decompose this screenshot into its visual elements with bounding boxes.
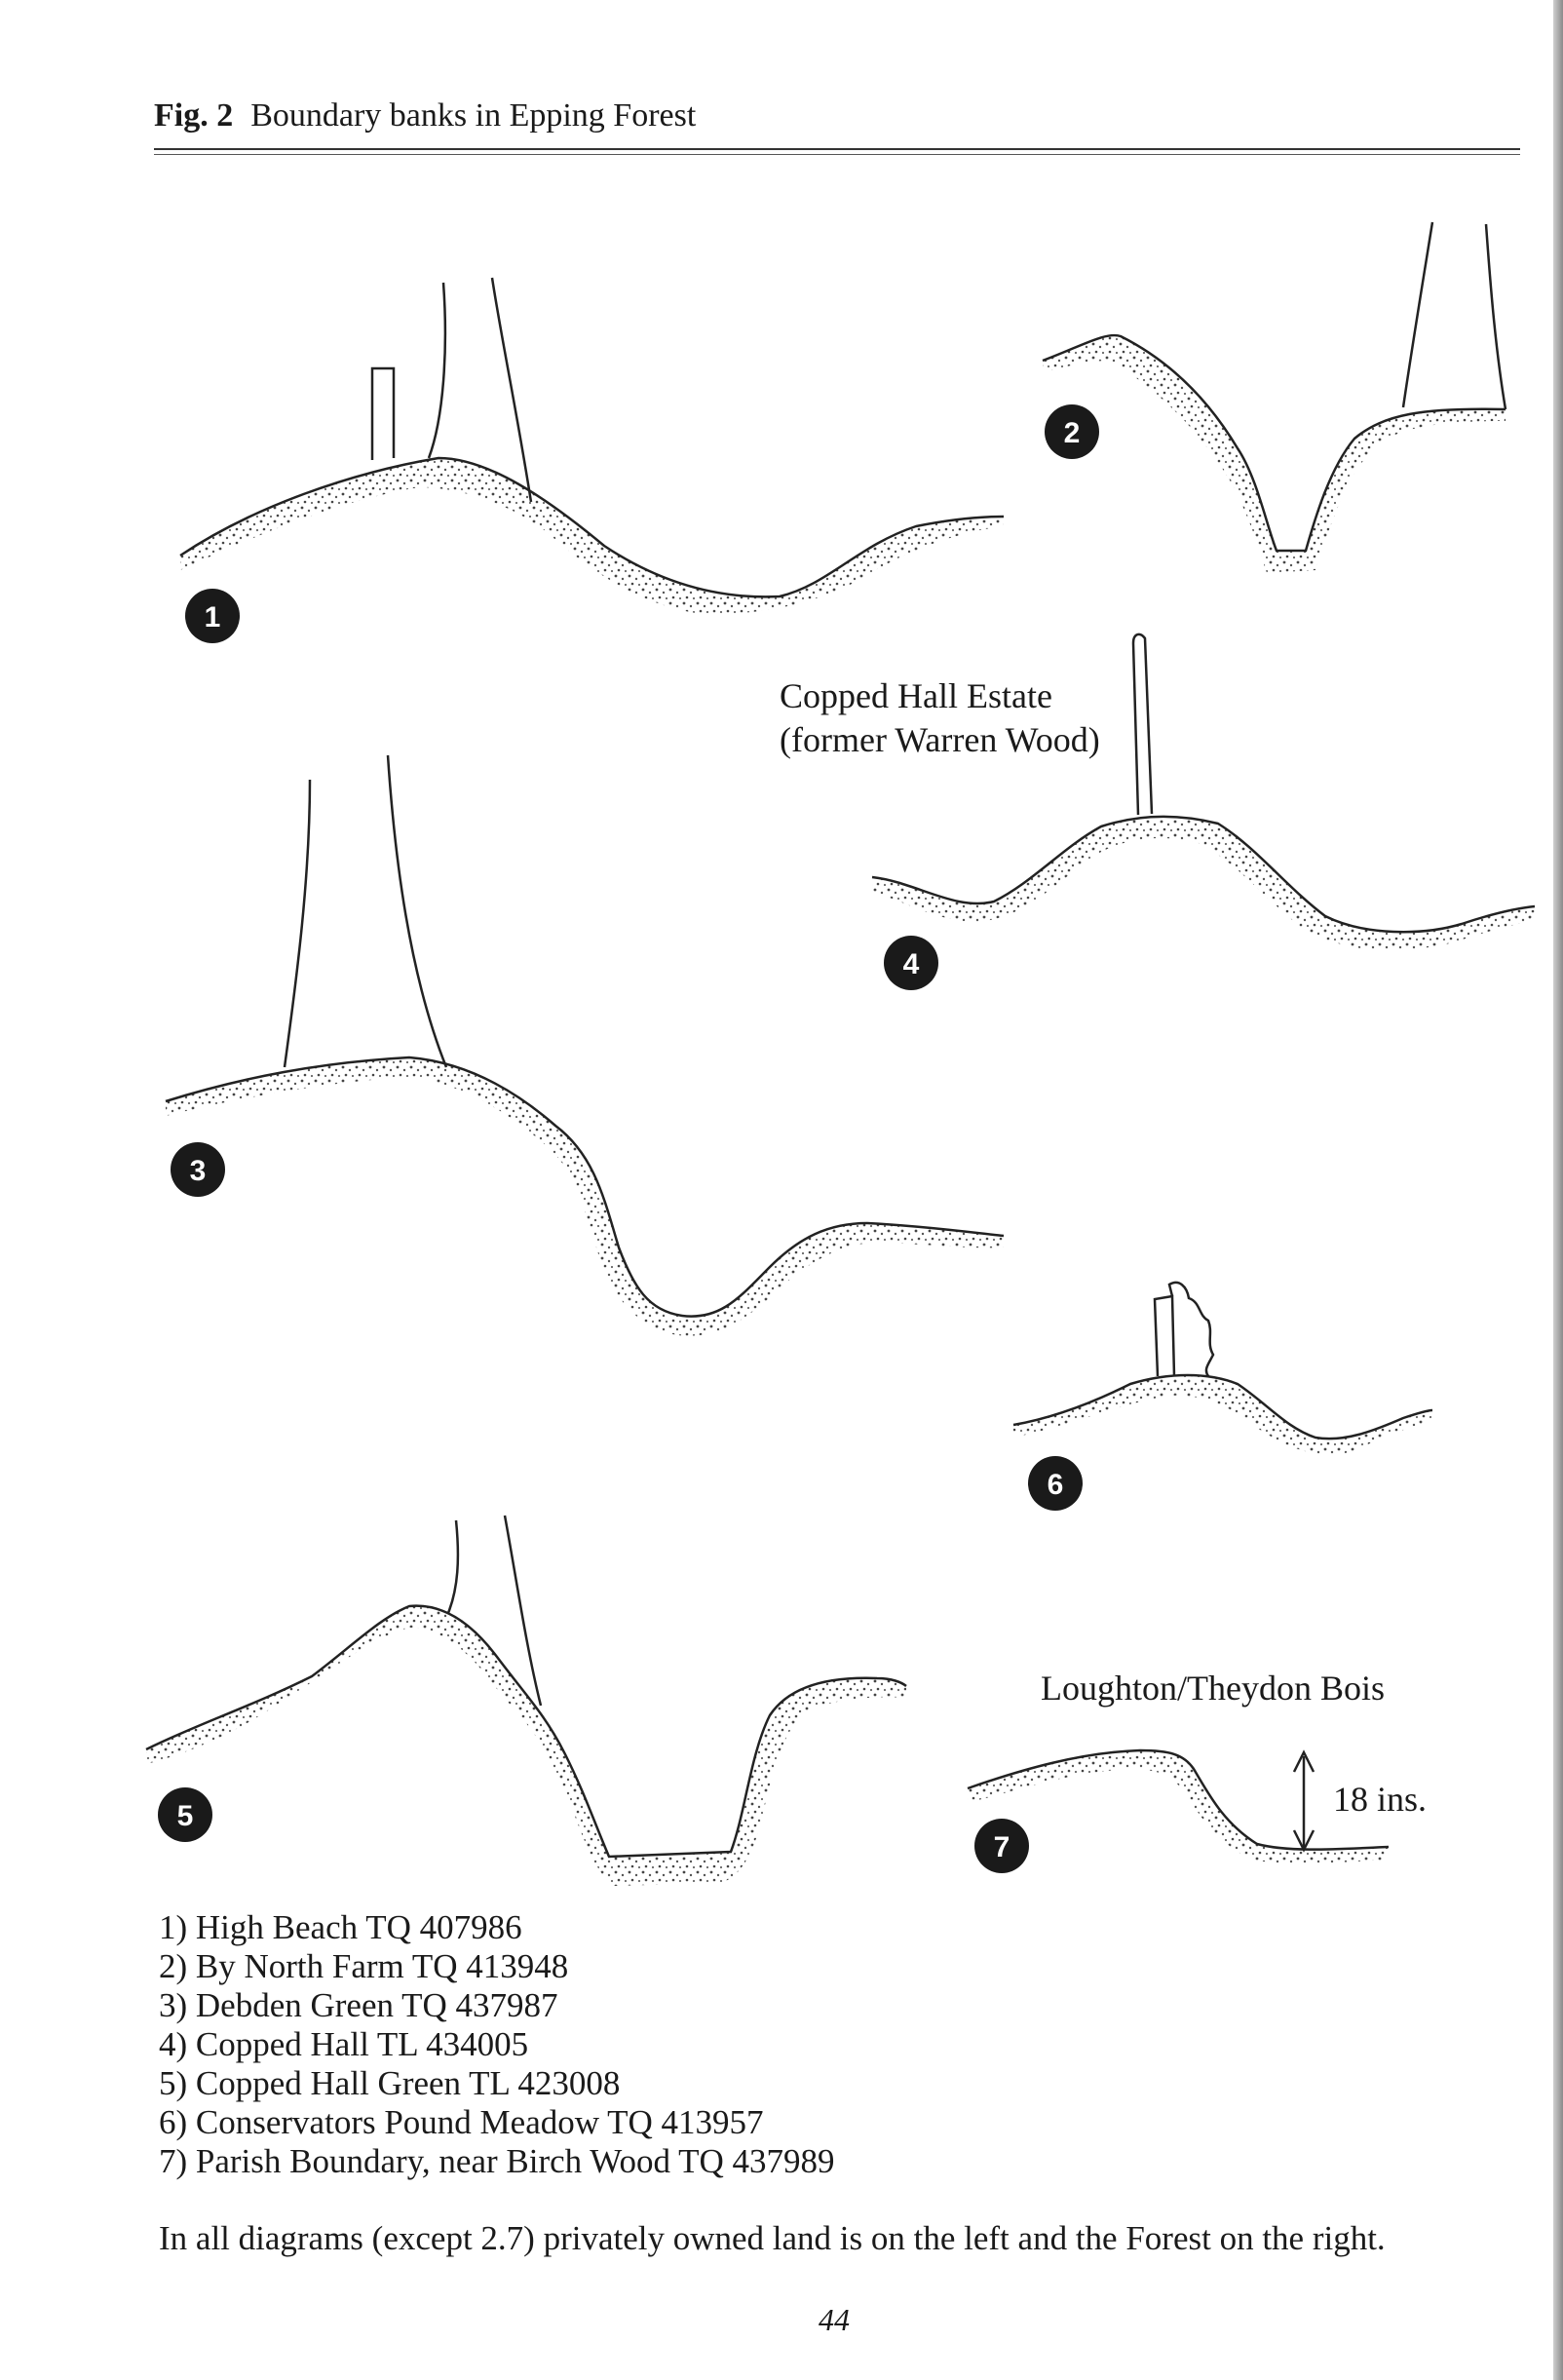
legend-item: 2) By North Farm TQ 413948 <box>159 1947 569 1985</box>
legend-list <box>159 1908 835 2181</box>
bank-profile-2 <box>1043 222 1506 573</box>
diagram-badge-1 <box>185 589 240 643</box>
diagram-badge-3 <box>171 1142 225 1197</box>
figure-number: Fig. 2 <box>154 97 234 134</box>
badge-number: 5 <box>176 1800 194 1832</box>
legend-item: 3) Debden Green TQ 437987 <box>159 1986 558 2024</box>
bank-profile-6 <box>1013 1283 1432 1454</box>
badge-number: 1 <box>204 601 221 633</box>
bank-profile-1 <box>180 278 1004 614</box>
badge-number: 7 <box>993 1831 1010 1863</box>
caption-line: (former Warren Wood) <box>780 720 1100 759</box>
diagram-badge-4 <box>884 936 938 990</box>
diagram-badge-6 <box>1028 1456 1083 1511</box>
diagram-7-caption: Loughton/Theydon Bois <box>1041 1669 1385 1708</box>
height-arrow <box>1294 1752 1314 1850</box>
legend-item: 4) Copped Hall TL 434005 <box>159 2025 529 2063</box>
diagram-badge-7 <box>974 1819 1029 1873</box>
diagram-badge-5 <box>158 1787 212 1842</box>
diagram-badge-2 <box>1045 404 1099 459</box>
ownership-note: In all diagrams (except 2.7) privately owned land is on the left and the Forest on the right. <box>159 2219 1386 2257</box>
figure-title: Boundary banks in Epping Forest <box>250 97 697 134</box>
bank-profile-7 <box>968 1750 1389 1863</box>
legend-item: 1) High Beach TQ 407986 <box>159 1908 522 1946</box>
badge-number: 3 <box>189 1155 207 1187</box>
height-measure-label: 18 ins. <box>1333 1780 1428 1819</box>
legend-item: 7) Parish Boundary, near Birch Wood TQ 437989 <box>159 2142 835 2180</box>
bank-profile-5 <box>146 1516 906 1886</box>
badge-number: 4 <box>902 948 920 980</box>
badge-number: 6 <box>1047 1469 1064 1501</box>
page-number: 44 <box>819 2302 850 2337</box>
legend-item: 6) Conservators Pound Meadow TQ 413957 <box>159 2103 764 2141</box>
diagram-4-caption <box>780 674 1100 762</box>
legend-item: 5) Copped Hall Green TL 423008 <box>159 2064 621 2102</box>
bank-profile-3 <box>166 755 1004 1336</box>
badge-number: 2 <box>1063 417 1081 449</box>
caption-line: Copped Hall Estate <box>780 676 1052 715</box>
